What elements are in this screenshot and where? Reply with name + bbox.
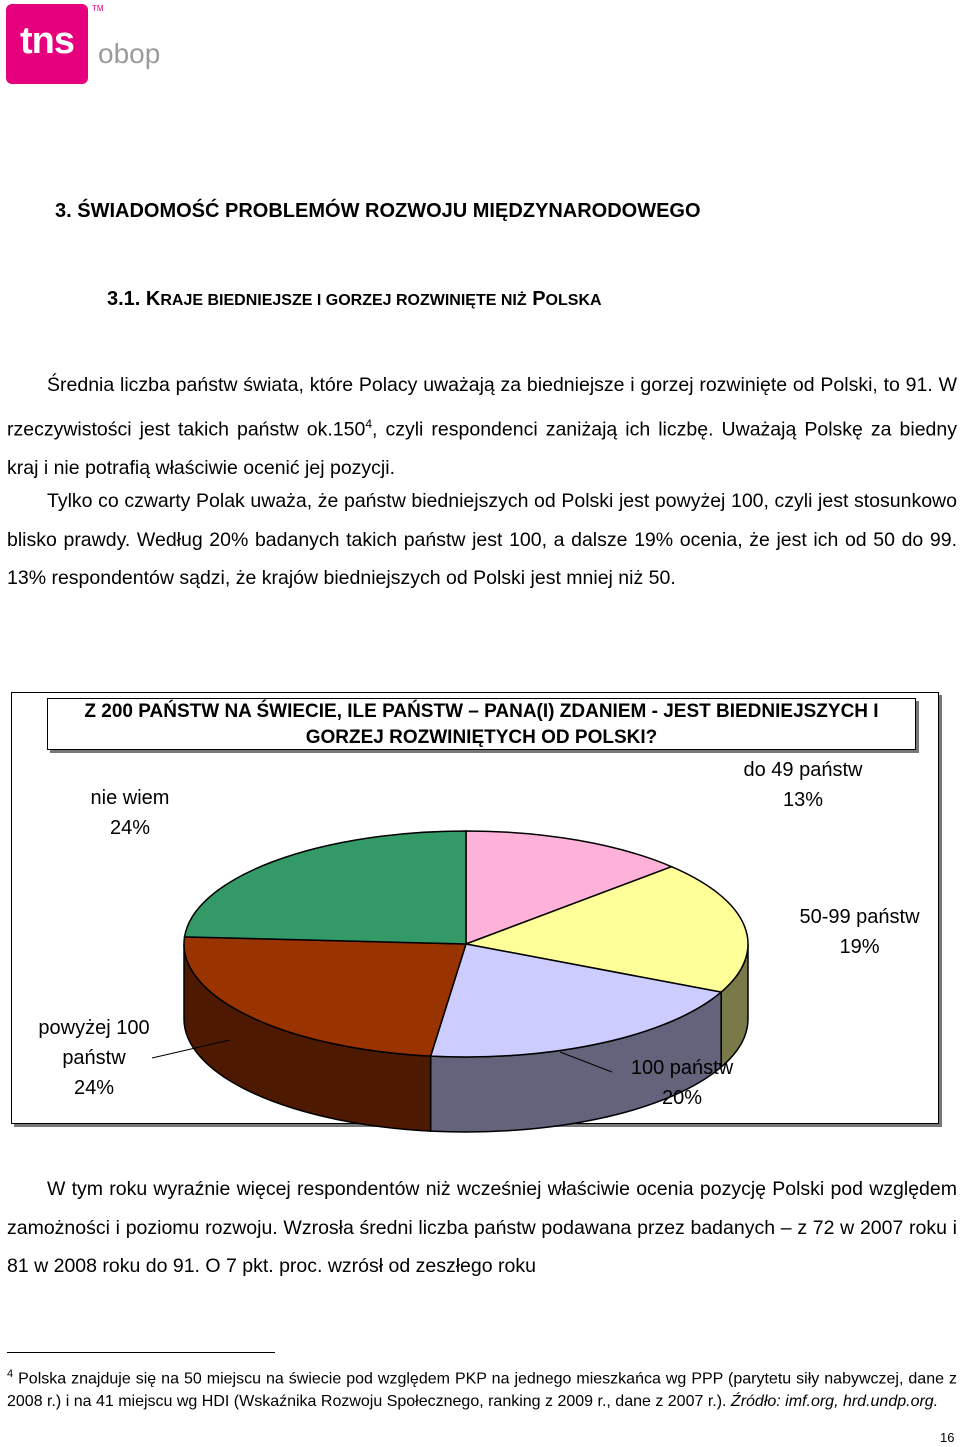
page-number: 16	[940, 1430, 955, 1445]
logo-sub-text: obop	[98, 38, 161, 69]
subsection-title-part2: OLSKA	[545, 292, 602, 309]
subsection-number: 3.1.	[107, 288, 141, 310]
paragraph-intro-part2: , czyli respondenci zaniżają ich liczbę. Uważają Polskę za biedny kraj i nie potrafią właściwie ocenić jej pozycji.	[7, 418, 957, 479]
slice-label-nie-wiem-value: 24%	[109, 817, 151, 839]
subsection-initial-k: K	[145, 288, 161, 310]
slice-label-50-99-value: 19%	[839, 936, 880, 958]
footnote-text: Polska znajduje się na 50 miejscu na świecie pod względem PKP na jednego mieszkańca wg PPP (parytetu siły nabywczej, dane z 2008 r.) i na 41 miejscu wg HDI (Wskaźnika Rozwoju Społecznego, ranking z 2009 r., dane z 2007 r.).	[7, 1370, 957, 1411]
slice-label-powyzej-100-value: 24%	[73, 1077, 115, 1099]
subsection-title-part1: RAJE BIEDNIEJSZE I GORZEJ ROZWINIĘTE NIŻ	[160, 292, 527, 309]
chart-title: Z 200 PAŃSTW NA ŚWIECIE, ILE PAŃSTW – PANA(I) ZDANIEM - JEST BIEDNIEJSZYCH I GORZEJ ROZWINIĘTYCH OD POLSKI?	[47, 698, 916, 750]
paragraph-results: Tylko co czwarty Polak uważa, że państw biedniejszych od Polski jest powyżej 100, czyli jest stosunkowo blisko prawdy. Według 20% badanych takich państw jest 100, a dalsze 19% ocenia, że jest ich od 50 do 99. 13% respondentów sądzi, że krajów biedniejszych od Polski jest mniej niż 50.	[7, 490, 957, 589]
footnote-separator	[7, 1352, 275, 1353]
slice-label-100-value: 20%	[661, 1087, 703, 1109]
footnote	[7, 1363, 957, 1413]
pie-slice-4	[185, 831, 466, 944]
slice-label-100	[622, 1053, 742, 1113]
subsection-initial-p: P	[532, 288, 546, 310]
logo-main-text: tns	[20, 20, 74, 62]
slice-label-50-99-name: 50-99 państw	[799, 906, 920, 928]
slice-label-do-49-name: do 49 państw	[743, 759, 863, 781]
slice-label-powyzej-100	[24, 1013, 164, 1103]
slice-label-nie-wiem-name: nie wiem	[90, 787, 170, 809]
paragraph-trend: W tym roku wyraźnie więcej respondentów niż wcześniej właściwie ocenia pozycję Polski pod względem zamożności i poziomu rozwoju. Wzrosła średni liczba państw podawana przez badanych – z 72 w 2007 roku i 81 w 2008 roku do 91. O 7 pkt. proc. wzrósł od zeszłego roku	[7, 1178, 957, 1277]
slice-label-do-49-value: 13%	[782, 789, 824, 811]
slice-label-50-99	[782, 902, 937, 962]
slice-label-do-49	[728, 755, 878, 815]
section-heading: 3. ŚWIADOMOŚĆ PROBLEMÓW ROZWOJU MIĘDZYNARODOWEGO	[55, 200, 701, 222]
logo-trademark: TM	[92, 4, 104, 13]
footnote-ref: 4	[365, 416, 373, 431]
slice-label-powyzej-100-name: powyżej 100 państw	[38, 1017, 150, 1069]
slice-label-100-name: 100 państw	[630, 1057, 734, 1079]
paragraph-intro-part1: Średnia liczba państw świata, które Polacy uważają za biedniejsze i gorzej rozwinięte od Polski, to 91. W rzeczywistości jest takich państw ok.150	[7, 374, 957, 440]
slice-label-nie-wiem	[70, 783, 190, 843]
footnote-source: Źródło: imf.org, hrd.undp.org.	[730, 1393, 939, 1411]
footnote-number: 4	[7, 1368, 14, 1380]
